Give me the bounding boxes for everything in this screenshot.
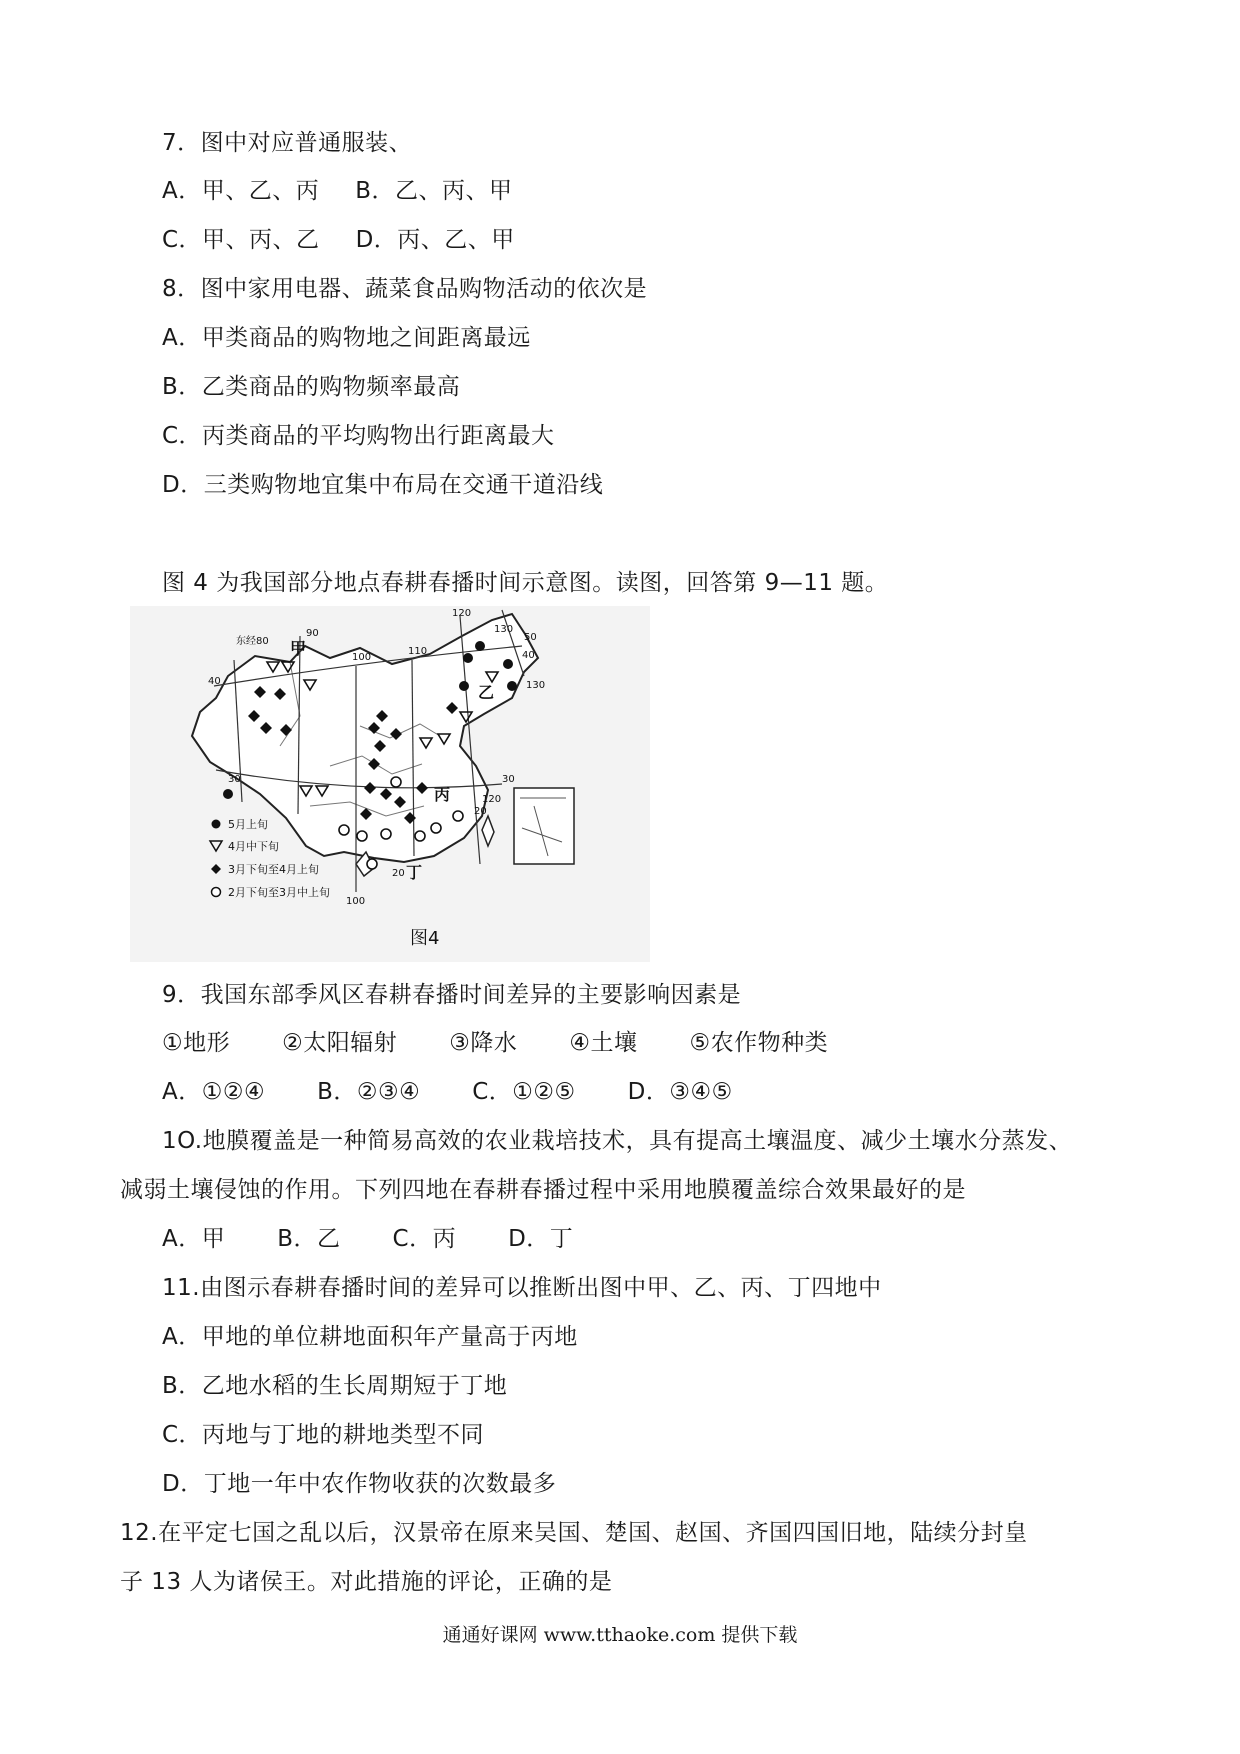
symbol-late-feb <box>453 811 463 821</box>
figure-intro: 图 4 为我国部分地点春耕春播时间示意图。读图，回答第 9—11 题。 <box>162 570 889 596</box>
symbol-early-may <box>463 653 473 663</box>
label-lon-120-top: 120 <box>452 608 472 619</box>
symbol-late-feb <box>381 829 391 839</box>
place-label-bing: 丙 <box>434 785 451 804</box>
q7-stem: 7．图中对应普通服装、 <box>162 130 413 156</box>
place-label-jia: 甲 <box>290 639 307 658</box>
symbol-late-feb <box>339 825 349 835</box>
q10-option-c: C．丙 <box>392 1226 457 1252</box>
legend-symbol-filled-circle <box>212 820 221 829</box>
label-lon-100-bottom: 100 <box>346 896 366 907</box>
q9-option-a: A．①②④ <box>162 1079 266 1105</box>
q11-option-d: D．丁地一年中农作物收获的次数最多 <box>162 1471 557 1497</box>
q11-option-c: C．丙地与丁地的耕地类型不同 <box>162 1422 485 1448</box>
q7-options-cd <box>162 225 515 255</box>
q7-options-ab <box>162 176 513 206</box>
q7-option-b: B．乙、丙、甲 <box>355 178 513 204</box>
label-lat-50: 50 <box>524 632 537 643</box>
place-label-ding: 丁 <box>406 863 423 882</box>
q10-stem-line2: 减弱土壤侵蚀的作用。下列四地在春耕春播过程中采用地膜覆盖综合效果最好的是 <box>120 1177 966 1203</box>
label-lat-20-right: 20 <box>474 806 487 817</box>
label-lon-90: 90 <box>306 628 319 639</box>
label-lon-110: 110 <box>408 646 428 657</box>
legend-label-early-may: 5月上旬 <box>228 818 268 831</box>
label-lon-120-bottom: 120 <box>482 794 502 805</box>
q9-option-c: C．①②⑤ <box>472 1079 576 1105</box>
q9-options <box>162 1077 733 1107</box>
label-lon-100: 100 <box>352 652 372 663</box>
legend-label-mid-late-april: 4月中下旬 <box>228 840 279 853</box>
q11-option-a: A．甲地的单位耕地面积年产量高于丙地 <box>162 1324 578 1350</box>
q7-option-d: D．丙、乙、甲 <box>355 227 515 253</box>
symbol-late-feb <box>431 823 441 833</box>
q8-option-c: C．丙类商品的平均购物出行距离最大 <box>162 423 555 449</box>
q11-option-b: B．乙地水稻的生长周期短于丁地 <box>162 1373 508 1399</box>
q8-option-d: D．三类购物地宜集中布局在交通干道沿线 <box>162 472 604 498</box>
symbol-early-may <box>507 681 517 691</box>
page-footer: 通通好课网 www.tthaoke.com 提供下载 <box>442 1624 798 1646</box>
label-lon-80: 东经80 <box>236 636 269 647</box>
q9-factor-3: ③降水 <box>449 1030 518 1056</box>
q10-stem-line1: 1O.地膜覆盖是一种简易高效的农业栽培技术，具有提高土壤温度、减少土壤水分蒸发、 <box>162 1128 1073 1154</box>
q9-factors <box>162 1028 828 1058</box>
place-label-yi: 乙 <box>478 683 495 702</box>
q7-option-a: A．甲、乙、丙 <box>162 178 320 204</box>
q12-stem-line2: 子 13 人为诸侯王。对此措施的评论，正确的是 <box>120 1569 613 1595</box>
q9-factor-4: ④土壤 <box>569 1030 638 1056</box>
q9-factor-1: ①地形 <box>162 1030 231 1056</box>
label-lat-40-right: 40 <box>522 650 535 661</box>
south-china-sea-inset <box>514 788 574 864</box>
q10-option-b: B．乙 <box>277 1226 341 1252</box>
q12-stem-line1: 12.在平定七国之乱以后，汉景帝在原来吴国、楚国、赵国、齐国四国旧地，陆续分封皇 <box>120 1520 1028 1546</box>
spring-plowing-map <box>130 606 650 962</box>
symbol-late-feb <box>415 831 425 841</box>
q9-stem: 9．我国东部季风区春耕春播时间差异的主要影响因素是 <box>162 982 742 1008</box>
q10-option-a: A．甲 <box>162 1226 226 1252</box>
figure-caption: 图4 <box>410 928 440 949</box>
q11-stem: 11.由图示春耕春播时间的差异可以推断出图中甲、乙、丙、丁四地中 <box>162 1275 882 1301</box>
q9-option-b: B．②③④ <box>317 1079 421 1105</box>
symbol-late-feb <box>357 831 367 841</box>
label-lat-30-left: 30 <box>228 774 241 785</box>
symbol-late-feb <box>367 859 377 869</box>
q9-factor-2: ②太阳辐射 <box>282 1030 398 1056</box>
symbol-late-feb <box>391 777 401 787</box>
q9-factor-5: ⑤农作物种类 <box>689 1030 829 1056</box>
legend-label-late-march: 3月下旬至4月上旬 <box>228 863 319 876</box>
q10-options <box>162 1224 573 1254</box>
q9-option-d: D．③④⑤ <box>627 1079 733 1105</box>
q8-option-b: B．乙类商品的购物频率最高 <box>162 374 461 400</box>
legend-label-late-feb: 2月下旬至3月中上旬 <box>228 886 330 899</box>
q8-option-a: A．甲类商品的购物地之间距离最远 <box>162 325 531 351</box>
symbol-early-may <box>503 659 513 669</box>
q7-option-c: C．甲、丙、乙 <box>162 227 320 253</box>
symbol-early-may <box>223 789 233 799</box>
symbol-early-may <box>475 641 485 651</box>
symbol-early-may <box>459 681 469 691</box>
q8-stem: 8．图中家用电器、蔬菜食品购物活动的依次是 <box>162 276 648 302</box>
q10-option-d: D．丁 <box>508 1226 574 1252</box>
label-lon-130-top: 130 <box>494 624 514 635</box>
label-lon-130-right: 130 <box>526 680 546 691</box>
label-lat-20-bottom: 20 <box>392 868 405 879</box>
label-lat-40: 40 <box>208 676 221 687</box>
legend-symbol-open-circle <box>212 888 221 897</box>
label-lat-30-right: 30 <box>502 774 515 785</box>
